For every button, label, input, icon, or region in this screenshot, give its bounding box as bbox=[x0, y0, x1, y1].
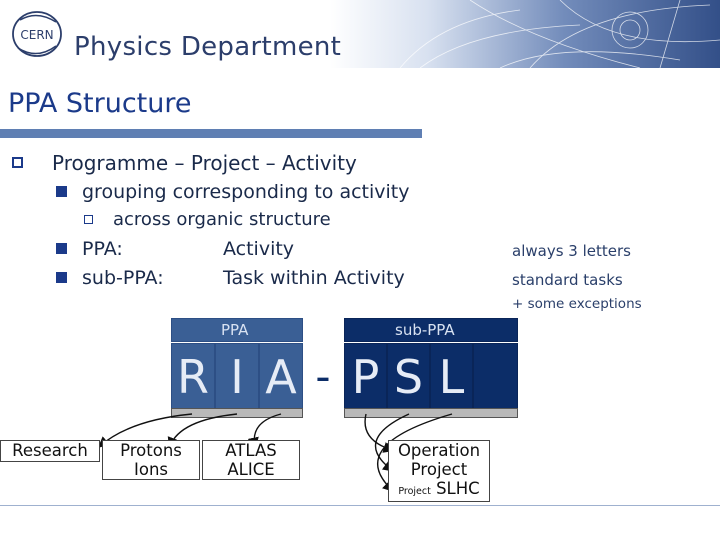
ppa-header: PPA bbox=[171, 318, 303, 342]
footer-divider bbox=[0, 505, 720, 506]
ppa-note: always 3 letters bbox=[512, 242, 631, 260]
department-title: Physics Department bbox=[74, 32, 342, 62]
ppa-letter-cell: R bbox=[171, 343, 215, 409]
ppa-letter-cell: A bbox=[259, 343, 303, 409]
explanation-research: Research bbox=[0, 440, 100, 462]
sub-ppa-header: sub-PPA bbox=[344, 318, 518, 342]
explanation-atlas-alice: ATLAS ALICE bbox=[202, 440, 300, 480]
sub-ppa-label-text: sub-PPA: bbox=[82, 267, 164, 289]
sub-ppa-value-text: Task within Activity bbox=[223, 267, 405, 289]
exceptions-note: + some exceptions bbox=[512, 296, 642, 312]
explanation-operation-project: Operation Project Project SLHC bbox=[388, 440, 490, 502]
logo-text: CERN bbox=[20, 28, 54, 42]
sub-ppa-letter-cell: S bbox=[387, 343, 430, 409]
main-bullet: Programme – Project – Activity bbox=[52, 151, 357, 175]
separator-dash: - bbox=[315, 352, 331, 401]
sub-bullet-grouping: grouping corresponding to activity bbox=[82, 181, 410, 203]
ppa-value-text: Activity bbox=[223, 238, 295, 260]
sub-ppa-note: standard tasks bbox=[512, 271, 623, 289]
slide-title: PPA Structure bbox=[8, 88, 192, 119]
ppa-label-text: PPA: bbox=[82, 238, 123, 260]
ppa-letter-cell: I bbox=[215, 343, 259, 409]
sub-sub-bullet: across organic structure bbox=[113, 209, 331, 230]
explanation-protons-ions: Protons Ions bbox=[102, 440, 200, 480]
sub-ppa-letter-cell: P bbox=[344, 343, 387, 409]
sub-ppa-letter-cell: L bbox=[430, 343, 473, 409]
